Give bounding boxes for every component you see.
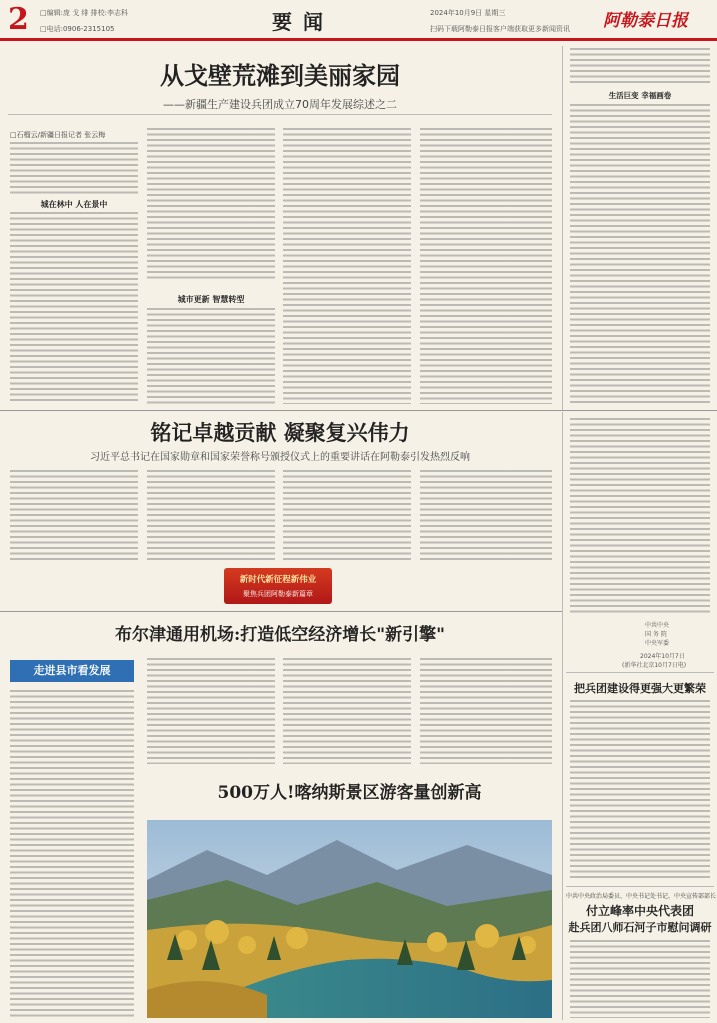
dateline-agency: (新华社北京10月7日电) bbox=[622, 662, 687, 669]
app-download-line: 扫码下载阿勒泰日报客户端获取更多新闻资讯 bbox=[430, 25, 570, 33]
dateline-source-1: 中共中央 bbox=[645, 622, 670, 629]
article3-col4-text bbox=[420, 658, 552, 764]
article1-byline: □石榴云/新疆日报记者 张云梅 bbox=[10, 131, 106, 139]
right-title-2: 付立峰率中央代表团 bbox=[585, 904, 694, 918]
article2-title: 铭记卓越贡献 凝聚复兴伟力 bbox=[150, 420, 410, 445]
badge-line-2: 聚焦兵团阿勒泰新篇章 bbox=[243, 590, 313, 598]
section-title: 要 闻 bbox=[272, 10, 325, 34]
campaign-badge bbox=[224, 568, 332, 604]
page-number: 2 bbox=[8, 2, 29, 37]
dateline-source-2: 国 务 院 bbox=[645, 631, 667, 638]
article1-heading-a: 城在林中 人在景中 bbox=[40, 200, 108, 209]
article1-right-text-b bbox=[570, 104, 710, 404]
date-line: 2024年10月9日 星期三 bbox=[430, 9, 506, 17]
article3-col1-text bbox=[10, 690, 134, 1018]
article1-right-text bbox=[570, 48, 710, 84]
article2-subtitle: 习近平总书记在国家勋章和国家荣誉称号颁授仪式上的重要讲话在阿勒泰引发热烈反响 bbox=[90, 452, 470, 463]
article2-col3-text bbox=[283, 470, 411, 562]
phone-line: □电话:0906-2315105 bbox=[40, 25, 115, 33]
right-title-3: 赴兵团八师石河子市慰问调研 bbox=[568, 921, 712, 934]
right-col-text-2 bbox=[570, 700, 710, 880]
article1-heading-b: 城市更新 智慧转型 bbox=[177, 295, 245, 304]
article1-title: 从戈壁荒滩到美丽家园 bbox=[160, 61, 400, 90]
article3-col3-text bbox=[283, 658, 411, 764]
article3-col2-text bbox=[147, 658, 275, 764]
article1-col2-text bbox=[147, 128, 275, 280]
article4-title: 500万人!喀纳斯景区游客量创新高 bbox=[217, 783, 482, 803]
masthead-rule bbox=[0, 38, 717, 41]
section-tag-county: 走进县市看发展 bbox=[10, 660, 134, 682]
dateline-date: 2024年10月7日 bbox=[640, 653, 685, 660]
right-kicker: 中共中央政治局委员、中央书记处书记、中央宣传部部长 bbox=[566, 893, 717, 900]
newspaper-logo: 阿勒泰日报 bbox=[603, 11, 688, 31]
article3-title: 布尔津通用机场:打造低空经济增长"新引擎" bbox=[115, 625, 445, 645]
right-title-1: 把兵团建设得更强大更繁荣 bbox=[574, 682, 706, 695]
article1-col2-text-b bbox=[147, 308, 275, 404]
article2-col2-text bbox=[147, 470, 275, 562]
article1-col1-text bbox=[10, 142, 138, 194]
right-col-text-3 bbox=[570, 940, 710, 1018]
editor-line: □编辑:庞 戈 绯 排校:李志科 bbox=[40, 9, 129, 17]
right-column-text bbox=[570, 418, 710, 614]
article1-subtitle: ——新疆生产建设兵团成立70周年发展综述之二 bbox=[163, 98, 397, 111]
article1-right-signoff: 生活巨变 幸福画卷 bbox=[608, 91, 672, 100]
article1-col4-text bbox=[420, 128, 552, 404]
article1-col1-text-b bbox=[10, 212, 138, 404]
article2-col4-text bbox=[420, 470, 552, 562]
kanas-scenery-photo bbox=[147, 820, 552, 1018]
kanas-photo-illustration bbox=[147, 820, 552, 1018]
article1-col3-text bbox=[283, 128, 411, 404]
dateline-source-3: 中央军委 bbox=[645, 640, 670, 647]
badge-line-1: 新时代新征程新伟业 bbox=[239, 575, 317, 585]
article2-col1-text bbox=[10, 470, 138, 562]
